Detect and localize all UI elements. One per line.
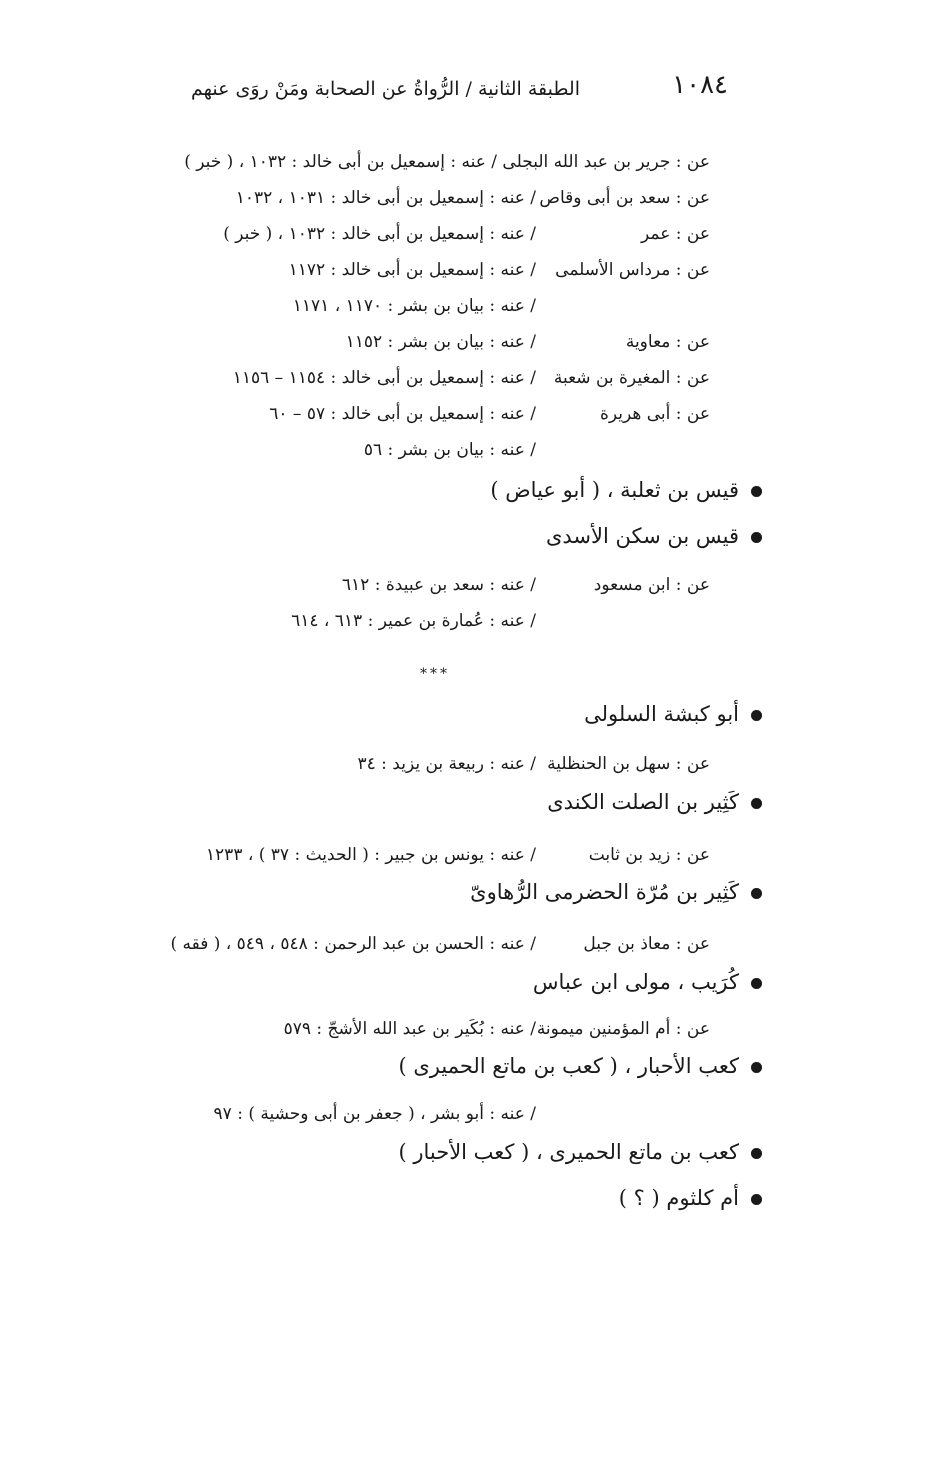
narration-row xyxy=(0,575,948,601)
entry-heading xyxy=(398,1140,762,1164)
page-number: ١٠٨٤ xyxy=(672,70,728,100)
narrated-by: / عنه : إسمعيل بن أبى خالد : ١١٧٢ xyxy=(288,260,536,280)
entry-heading xyxy=(398,1054,762,1078)
entry-title: أبو كبشة السلولى xyxy=(584,702,739,726)
bullet-icon xyxy=(751,532,762,543)
narration-row xyxy=(0,440,948,466)
narration-inline: عن : جرير بن عبد الله البجلى / عنه : إسمعيل بن أبى خالد : ١٠٣٢ ، ( خبر ) xyxy=(184,152,710,172)
narration-row xyxy=(0,332,948,358)
bullet-icon xyxy=(751,978,762,989)
narration-row xyxy=(0,404,948,430)
bullet-icon xyxy=(751,486,762,497)
bullet-icon xyxy=(751,888,762,899)
narrated-from: عن : معاذ بن جبل xyxy=(583,934,710,954)
narrated-from: عن : مرداس الأسلمى xyxy=(555,260,710,280)
narrated-by: / عنه : الحسن بن عبد الرحمن : ٥٤٨ ، ٥٤٩ ، ( فقه ) xyxy=(170,934,536,954)
narrated-by: / عنه : عُمارة بن عمير : ٦١٣ ، ٦١٤ xyxy=(291,611,536,631)
entry-heading xyxy=(584,702,762,726)
narrated-by: / عنه : إسمعيل بن أبى خالد : ١٠٣١ ، ١٠٣٢ xyxy=(235,188,536,208)
narrated-by: / عنه : بيان بن بشر : ١١٥٢ xyxy=(345,332,536,352)
bullet-icon xyxy=(751,1062,762,1073)
narration-row xyxy=(0,934,948,960)
narrated-by: / عنه : يونس بن جبير : ( الحديث : ٣٧ ) ، ١٢٣٣ xyxy=(205,845,536,865)
narrated-by: / عنه : إسمعيل بن أبى خالد : ١١٥٤ – ١١٥٦ xyxy=(232,368,536,388)
entry-title: قيس بن سكن الأسدى xyxy=(545,524,739,548)
narration-row xyxy=(0,1019,948,1045)
narration-row xyxy=(0,224,948,250)
narrated-by: / عنه : أبو بشر ، ( جعفر بن أبى وحشية ) : ٩٧ xyxy=(213,1104,536,1124)
narrated-by: / عنه : بيان بن بشر : ٥٦ xyxy=(363,440,536,460)
entry-heading xyxy=(619,1186,762,1210)
running-head: الطبقة الثانية / الرُّواةُ عن الصحابة ومَنْ روَى عنهم xyxy=(190,78,580,100)
narration-row xyxy=(0,845,948,871)
narration-row xyxy=(0,611,948,637)
narration-row xyxy=(0,754,948,780)
narrated-by: / عنه : إسمعيل بن أبى خالد : ١٠٣٢ ، ( خبر ) xyxy=(223,224,536,244)
narrated-from: عن : أم المؤمنين ميمونة xyxy=(536,1019,710,1039)
bullet-icon xyxy=(751,710,762,721)
narrated-by: / عنه : بُكَير بن عبد الله الأشجّ : ٥٧٩ xyxy=(283,1019,536,1039)
narrated-by: / عنه : بيان بن بشر : ١١٧٠ ، ١١٧١ xyxy=(292,296,536,316)
entry-heading xyxy=(546,524,762,548)
entry-heading xyxy=(547,790,762,814)
narration-row xyxy=(0,296,948,322)
narrated-by: / عنه : سعد بن عبيدة : ٦١٢ xyxy=(341,575,536,595)
bullet-icon xyxy=(751,1194,762,1205)
narrated-from: عن : أبى هريرة xyxy=(599,404,710,424)
narration-row xyxy=(0,152,948,178)
narration-row xyxy=(0,260,948,286)
bullet-icon xyxy=(751,1148,762,1159)
entry-title: كعب الأحبار ، ( كعب بن ماتع الحميرى ) xyxy=(398,1054,739,1078)
narrated-from: عن : ابن مسعود xyxy=(593,575,710,595)
narrated-from: عن : المغيرة بن شعبة xyxy=(553,368,710,388)
narration-row xyxy=(0,368,948,394)
entry-title: كُرَيب ، مولى ابن عباس xyxy=(532,970,739,994)
bullet-icon xyxy=(751,798,762,809)
narrated-from: عن : زيد بن ثابت xyxy=(588,845,710,865)
narrated-from: عن : سعد بن أبى وقاص xyxy=(539,188,710,208)
narrated-from: عن : عمر xyxy=(641,224,710,244)
narrated-by: / عنه : إسمعيل بن أبى خالد : ٥٧ – ٦٠ xyxy=(269,404,536,424)
entry-heading xyxy=(490,478,762,502)
entry-title: كعب بن ماتع الحميرى ، ( كعب الأحبار ) xyxy=(398,1140,739,1164)
entry-heading xyxy=(533,970,762,994)
narrated-by: / عنه : ربيعة بن يزيد : ٣٤ xyxy=(357,754,536,774)
entry-title: قيس بن ثعلبة ، ( أبو عياض ) xyxy=(490,478,739,502)
narration-row xyxy=(0,188,948,214)
entry-title: كَثِير بن الصلت الكندى xyxy=(547,790,739,814)
narrated-from: عن : معاوية xyxy=(625,332,710,352)
section-separator: *** xyxy=(420,666,450,682)
entry-title: أم كلثوم ( ؟ ) xyxy=(618,1186,739,1210)
narrated-from: عن : سهل بن الحنظلية xyxy=(547,754,710,774)
narration-row xyxy=(0,1104,948,1130)
entry-heading xyxy=(470,880,762,904)
entry-title: كَثِير بن مُرّة الحضرمى الرُّهاوىّ xyxy=(470,880,739,904)
